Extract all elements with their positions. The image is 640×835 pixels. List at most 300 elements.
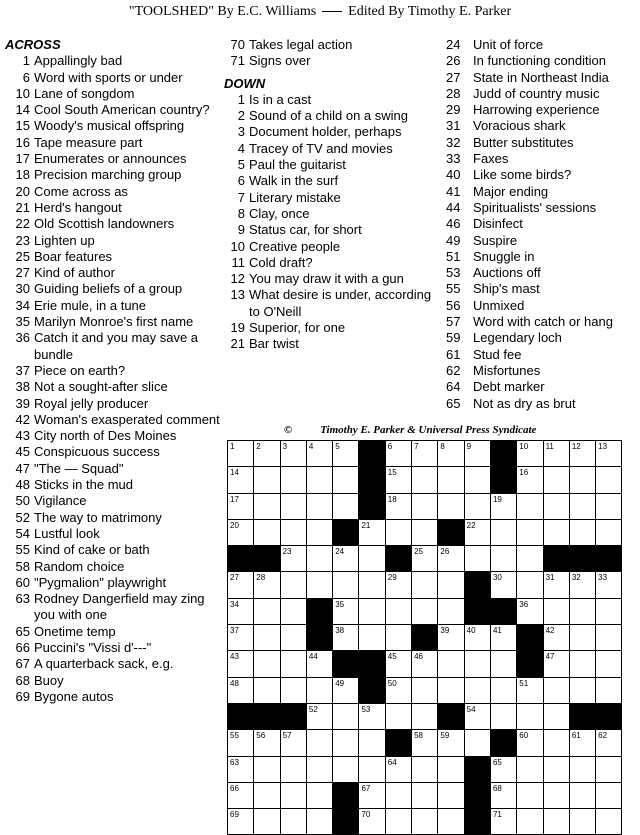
grid-cell[interactable] <box>228 519 254 545</box>
grid-cell[interactable] <box>306 782 332 808</box>
grid-cell[interactable] <box>333 572 359 598</box>
grid-cell[interactable] <box>359 730 385 756</box>
grid-cell[interactable] <box>385 756 411 782</box>
clue-text: Onetime temp <box>34 623 116 639</box>
grid-cell[interactable] <box>306 651 332 677</box>
grid-cell[interactable] <box>543 625 569 651</box>
grid-row <box>228 519 622 545</box>
grid-cell[interactable] <box>254 598 280 624</box>
grid-cell[interactable] <box>517 809 543 835</box>
clue-text: In functioning condition <box>473 53 606 69</box>
grid-cell[interactable] <box>569 572 595 598</box>
grid-cell[interactable] <box>333 493 359 519</box>
across-clue <box>5 575 220 591</box>
grid-cell[interactable] <box>517 677 543 703</box>
grid-cell[interactable] <box>596 625 622 651</box>
grid-cell[interactable] <box>569 730 595 756</box>
cell-number: 13 <box>598 442 608 451</box>
grid-cell[interactable] <box>412 441 438 467</box>
grid-cell[interactable] <box>517 730 543 756</box>
down-clue <box>224 206 434 222</box>
grid-cell[interactable] <box>569 651 595 677</box>
grid-cell[interactable] <box>596 809 622 835</box>
grid-cell[interactable] <box>280 493 306 519</box>
grid-cell[interactable] <box>359 756 385 782</box>
grid-cell[interactable] <box>438 782 464 808</box>
grid-cell[interactable] <box>569 493 595 519</box>
clue-text: Royal jelly producer <box>34 395 149 411</box>
grid-cell[interactable] <box>596 519 622 545</box>
grid-cell[interactable] <box>254 519 280 545</box>
grid-cell[interactable] <box>543 598 569 624</box>
grid-cell[interactable] <box>412 546 438 572</box>
grid-cell[interactable] <box>517 756 543 782</box>
grid-cell[interactable] <box>490 546 516 572</box>
grid-cell[interactable] <box>543 703 569 729</box>
clue-number: 20 <box>15 183 30 199</box>
grid-cell[interactable] <box>228 493 254 519</box>
across-clue <box>5 200 220 216</box>
grid-cell[interactable] <box>306 756 332 782</box>
grid-cell[interactable] <box>254 625 280 651</box>
clue-number: 34 <box>15 297 30 313</box>
grid-cell[interactable] <box>306 493 332 519</box>
clue-column-2 <box>224 37 434 353</box>
grid-cell[interactable] <box>306 441 332 467</box>
grid-cell[interactable] <box>543 809 569 835</box>
black-square <box>438 519 464 545</box>
grid-cell[interactable] <box>385 651 411 677</box>
grid-cell[interactable] <box>254 756 280 782</box>
grid-cell[interactable] <box>543 730 569 756</box>
grid-cell[interactable] <box>412 756 438 782</box>
grid-cell[interactable] <box>280 441 306 467</box>
clue-text: Vigilance <box>34 493 87 509</box>
clue-number: 52 <box>15 509 30 525</box>
across-clue <box>5 265 220 281</box>
clue-text: Bar twist <box>249 336 299 352</box>
grid-cell[interactable] <box>254 441 280 467</box>
cell-number: 32 <box>571 573 581 583</box>
clue-text: Status car, for short <box>249 222 362 238</box>
grid-row <box>228 756 622 782</box>
grid-cell[interactable] <box>464 493 490 519</box>
grid-cell[interactable] <box>543 782 569 808</box>
grid-cell[interactable] <box>569 756 595 782</box>
grid-cell[interactable] <box>306 677 332 703</box>
grid-cell[interactable] <box>280 651 306 677</box>
black-square <box>306 625 332 651</box>
black-square <box>464 756 490 782</box>
grid-cell[interactable] <box>543 572 569 598</box>
grid-cell[interactable] <box>517 467 543 493</box>
down-clue <box>446 298 638 314</box>
grid-cell[interactable] <box>306 519 332 545</box>
grid-cell[interactable] <box>569 598 595 624</box>
cell-number: 34 <box>230 599 239 609</box>
clue-text: Faxes <box>473 151 509 167</box>
grid-cell[interactable] <box>543 756 569 782</box>
grid-cell[interactable] <box>490 651 516 677</box>
grid-cell[interactable] <box>543 519 569 545</box>
clue-text: Butter substitutes <box>473 134 574 150</box>
clue-text: Unmixed <box>473 297 525 313</box>
grid-cell[interactable] <box>438 677 464 703</box>
grid-cell[interactable] <box>385 677 411 703</box>
grid-cell[interactable] <box>490 625 516 651</box>
cell-number: 52 <box>308 704 318 714</box>
grid-cell[interactable] <box>490 782 516 808</box>
grid-cell[interactable] <box>333 677 359 703</box>
grid-cell[interactable] <box>569 809 595 835</box>
grid-cell[interactable] <box>280 572 306 598</box>
grid-cell[interactable] <box>228 651 254 677</box>
clue-number: 43 <box>15 428 30 444</box>
grid-cell[interactable] <box>464 467 490 493</box>
grid-cell[interactable] <box>438 730 464 756</box>
grid-cell[interactable] <box>412 651 438 677</box>
grid-cell[interactable] <box>228 598 254 624</box>
grid-cell[interactable] <box>333 625 359 651</box>
black-square <box>333 809 359 835</box>
grid-cell[interactable] <box>228 441 254 467</box>
black-square <box>385 730 411 756</box>
cell-number: 30 <box>492 573 502 583</box>
grid-cell[interactable] <box>438 493 464 519</box>
cell-number: 1 <box>230 442 235 451</box>
grid-cell[interactable] <box>569 519 595 545</box>
grid-cell[interactable] <box>438 598 464 624</box>
clue-text: Literary mistake <box>249 189 341 205</box>
grid-cell[interactable] <box>517 598 543 624</box>
clue-number: 50 <box>15 493 30 509</box>
grid-cell[interactable] <box>385 519 411 545</box>
grid-row <box>228 546 622 572</box>
grid-cell[interactable] <box>438 467 464 493</box>
clue-number: 33 <box>446 151 461 167</box>
clue-text: Ship's mast <box>473 281 540 297</box>
grid-cell[interactable] <box>280 756 306 782</box>
grid-cell[interactable] <box>412 572 438 598</box>
clue-text: Erie mule, in a tune <box>34 297 147 313</box>
grid-cell[interactable] <box>543 441 569 467</box>
grid-cell[interactable] <box>254 572 280 598</box>
grid-cell[interactable] <box>228 730 254 756</box>
grid-cell[interactable] <box>438 572 464 598</box>
grid-cell[interactable] <box>412 677 438 703</box>
grid-cell[interactable] <box>569 441 595 467</box>
clue-number: 59 <box>446 330 461 346</box>
grid-cell[interactable] <box>333 441 359 467</box>
down-clue <box>446 330 638 346</box>
down-clue <box>446 200 638 216</box>
clue-text: Piece on earth? <box>34 362 126 378</box>
grid-row <box>228 493 622 519</box>
clue-text: Word with catch or hang <box>473 314 613 330</box>
grid-cell[interactable] <box>359 519 385 545</box>
across-clue <box>5 102 220 118</box>
grid-cell[interactable] <box>359 598 385 624</box>
grid-cell[interactable] <box>385 572 411 598</box>
grid-cell[interactable] <box>228 625 254 651</box>
grid-cell[interactable] <box>517 519 543 545</box>
grid-cell[interactable] <box>596 677 622 703</box>
grid-cell[interactable] <box>280 809 306 835</box>
grid-cell[interactable] <box>280 467 306 493</box>
grid-cell[interactable] <box>596 651 622 677</box>
black-square <box>359 441 385 467</box>
grid-cell[interactable] <box>359 809 385 835</box>
cell-number: 64 <box>387 757 397 767</box>
clue-number: 46 <box>446 216 461 232</box>
clue-number: 56 <box>446 297 461 313</box>
grid-cell[interactable] <box>412 493 438 519</box>
grid-cell[interactable] <box>569 782 595 808</box>
grid-cell[interactable] <box>543 467 569 493</box>
grid-cell[interactable] <box>280 519 306 545</box>
clue-number: 58 <box>15 558 30 574</box>
grid-cell[interactable] <box>254 730 280 756</box>
grid-cell[interactable] <box>517 546 543 572</box>
grid-cell[interactable] <box>517 441 543 467</box>
grid-cell[interactable] <box>359 572 385 598</box>
grid-cell[interactable] <box>464 441 490 467</box>
grid-cell[interactable] <box>228 677 254 703</box>
grid-cell[interactable] <box>228 809 254 835</box>
grid-cell[interactable] <box>490 572 516 598</box>
cell-number: 66 <box>230 783 239 793</box>
grid-cell[interactable] <box>517 782 543 808</box>
grid-cell[interactable] <box>490 703 516 729</box>
puzzle-editor: Edited By Timothy E. Parker <box>348 4 512 19</box>
cell-number: 24 <box>335 547 345 557</box>
clue-number: 3 <box>237 124 245 140</box>
grid-cell[interactable] <box>254 651 280 677</box>
grid-cell[interactable] <box>464 546 490 572</box>
grid-cell[interactable] <box>280 546 306 572</box>
grid-cell[interactable] <box>596 756 622 782</box>
grid-cell[interactable] <box>517 493 543 519</box>
cell-number: 54 <box>466 704 476 714</box>
down-clue <box>446 396 638 412</box>
clue-text: Tracey of TV and movies <box>249 140 393 156</box>
clue-text: Marilyn Monroe's first name <box>34 314 194 330</box>
grid-cell[interactable] <box>385 809 411 835</box>
grid-cell[interactable] <box>333 756 359 782</box>
grid-cell[interactable] <box>359 546 385 572</box>
cell-number: 40 <box>466 626 476 636</box>
down-clue <box>446 102 638 118</box>
clue-number: 15 <box>15 118 30 134</box>
grid-cell[interactable] <box>412 782 438 808</box>
grid-cell[interactable] <box>543 651 569 677</box>
grid-cell[interactable] <box>333 467 359 493</box>
grid-cell[interactable] <box>385 441 411 467</box>
grid-cell[interactable] <box>438 809 464 835</box>
clue-text: Lustful look <box>34 525 100 541</box>
across-clue <box>5 135 220 151</box>
grid-cell[interactable] <box>438 651 464 677</box>
clue-text: Unit of force <box>473 37 544 52</box>
grid-cell[interactable] <box>385 467 411 493</box>
down-clue <box>446 347 638 363</box>
down-clue <box>446 314 638 330</box>
clue-number: 36 <box>15 330 30 346</box>
grid-cell[interactable] <box>385 493 411 519</box>
clue-text: Voracious shark <box>473 118 566 134</box>
cell-number: 42 <box>545 626 555 636</box>
grid-cell[interactable] <box>517 572 543 598</box>
across-clue <box>5 184 220 200</box>
grid-cell[interactable] <box>385 782 411 808</box>
cell-number: 37 <box>230 626 239 636</box>
clue-text: Old Scottish landowners <box>34 216 175 232</box>
grid-cell[interactable] <box>464 703 490 729</box>
across-clue <box>5 151 220 167</box>
grid-cell[interactable] <box>490 756 516 782</box>
grid-cell[interactable] <box>464 677 490 703</box>
grid-cell[interactable] <box>464 625 490 651</box>
black-square <box>359 651 385 677</box>
grid-cell[interactable] <box>569 467 595 493</box>
grid-cell[interactable] <box>254 677 280 703</box>
grid-cell[interactable] <box>254 782 280 808</box>
grid-cell[interactable] <box>306 703 332 729</box>
grid-cell[interactable] <box>464 519 490 545</box>
grid-cell[interactable] <box>412 598 438 624</box>
grid-cell[interactable] <box>490 519 516 545</box>
cell-number: 65 <box>492 757 502 767</box>
grid-cell[interactable] <box>280 730 306 756</box>
clue-number: 47 <box>15 460 30 476</box>
cell-number: 33 <box>598 573 608 583</box>
grid-cell[interactable] <box>385 625 411 651</box>
cell-number: 14 <box>230 468 239 478</box>
black-square <box>569 703 595 729</box>
down-clue <box>224 92 434 108</box>
cell-number: 4 <box>308 442 314 451</box>
across-clue <box>5 167 220 183</box>
across-clue <box>5 461 220 477</box>
cell-number: 2 <box>256 442 261 451</box>
grid-cell[interactable] <box>306 572 332 598</box>
black-square <box>333 519 359 545</box>
grid-cell[interactable] <box>438 756 464 782</box>
grid-cell[interactable] <box>438 441 464 467</box>
grid-cell[interactable] <box>228 782 254 808</box>
clue-number: 29 <box>446 102 461 118</box>
clue-text: Is in a cast <box>249 91 312 107</box>
down-clue <box>224 239 434 255</box>
grid-cell[interactable] <box>306 467 332 493</box>
grid-cell[interactable] <box>596 493 622 519</box>
cell-number: 35 <box>335 599 345 609</box>
grid-cell[interactable] <box>490 809 516 835</box>
grid-cell[interactable] <box>438 546 464 572</box>
grid-cell[interactable] <box>490 493 516 519</box>
grid-cell[interactable] <box>333 703 359 729</box>
grid-row <box>228 572 622 598</box>
grid-cell[interactable] <box>543 493 569 519</box>
clue-number: 6 <box>237 173 245 189</box>
grid-cell[interactable] <box>412 809 438 835</box>
clue-number: 9 <box>237 222 245 238</box>
grid-cell[interactable] <box>306 730 332 756</box>
grid-cell[interactable] <box>596 467 622 493</box>
grid-cell[interactable] <box>333 730 359 756</box>
grid-cell[interactable] <box>280 598 306 624</box>
grid-cell[interactable] <box>596 730 622 756</box>
grid-cell[interactable] <box>359 625 385 651</box>
cell-number: 26 <box>440 547 450 557</box>
grid-cell[interactable] <box>359 703 385 729</box>
grid-cell[interactable] <box>385 598 411 624</box>
across-clue <box>5 330 220 363</box>
clue-number: 38 <box>15 379 30 395</box>
clue-number: 18 <box>15 167 30 183</box>
clue-number: 42 <box>15 411 30 427</box>
grid-cell[interactable] <box>464 730 490 756</box>
grid-cell[interactable] <box>412 519 438 545</box>
grid-cell[interactable] <box>543 677 569 703</box>
grid-cell[interactable] <box>254 493 280 519</box>
grid-cell[interactable] <box>228 467 254 493</box>
grid-cell[interactable] <box>254 467 280 493</box>
grid-cell[interactable] <box>228 572 254 598</box>
grid-cell[interactable] <box>596 598 622 624</box>
clue-text: Guiding beliefs of a group <box>34 281 183 297</box>
grid-cell[interactable] <box>490 677 516 703</box>
clue-text: Paul the guitarist <box>249 157 346 173</box>
grid-cell[interactable] <box>412 730 438 756</box>
clue-text: Boar features <box>34 248 113 264</box>
cell-number: 44 <box>308 652 318 662</box>
black-square <box>596 546 622 572</box>
grid-cell[interactable] <box>228 756 254 782</box>
grid-cell[interactable] <box>333 598 359 624</box>
across-clue <box>224 37 434 53</box>
clue-text: Catch it and you may save a bundle <box>34 330 199 362</box>
grid-cell[interactable] <box>306 809 332 835</box>
grid-cell[interactable] <box>596 782 622 808</box>
grid-cell[interactable] <box>280 677 306 703</box>
grid-cell[interactable] <box>385 703 411 729</box>
grid-cell[interactable] <box>438 625 464 651</box>
across-clue <box>5 298 220 314</box>
across-clue <box>5 673 220 689</box>
grid-cell[interactable] <box>412 467 438 493</box>
grid-cell[interactable] <box>280 782 306 808</box>
across-clue <box>5 689 220 705</box>
grid-cell[interactable] <box>359 782 385 808</box>
grid-cell[interactable] <box>569 677 595 703</box>
black-square <box>359 493 385 519</box>
clue-text: Word with sports or under <box>34 69 183 85</box>
grid-cell[interactable] <box>333 546 359 572</box>
cell-number: 59 <box>440 731 450 741</box>
grid-cell[interactable] <box>464 651 490 677</box>
grid-cell[interactable] <box>306 546 332 572</box>
clue-number: 8 <box>237 205 245 221</box>
grid-cell[interactable] <box>254 809 280 835</box>
grid-cell[interactable] <box>517 703 543 729</box>
grid-cell[interactable] <box>569 625 595 651</box>
grid-cell[interactable] <box>596 441 622 467</box>
clue-number: 6 <box>22 69 30 85</box>
grid-cell[interactable] <box>412 703 438 729</box>
grid-cell[interactable] <box>596 572 622 598</box>
grid-cell[interactable] <box>280 625 306 651</box>
